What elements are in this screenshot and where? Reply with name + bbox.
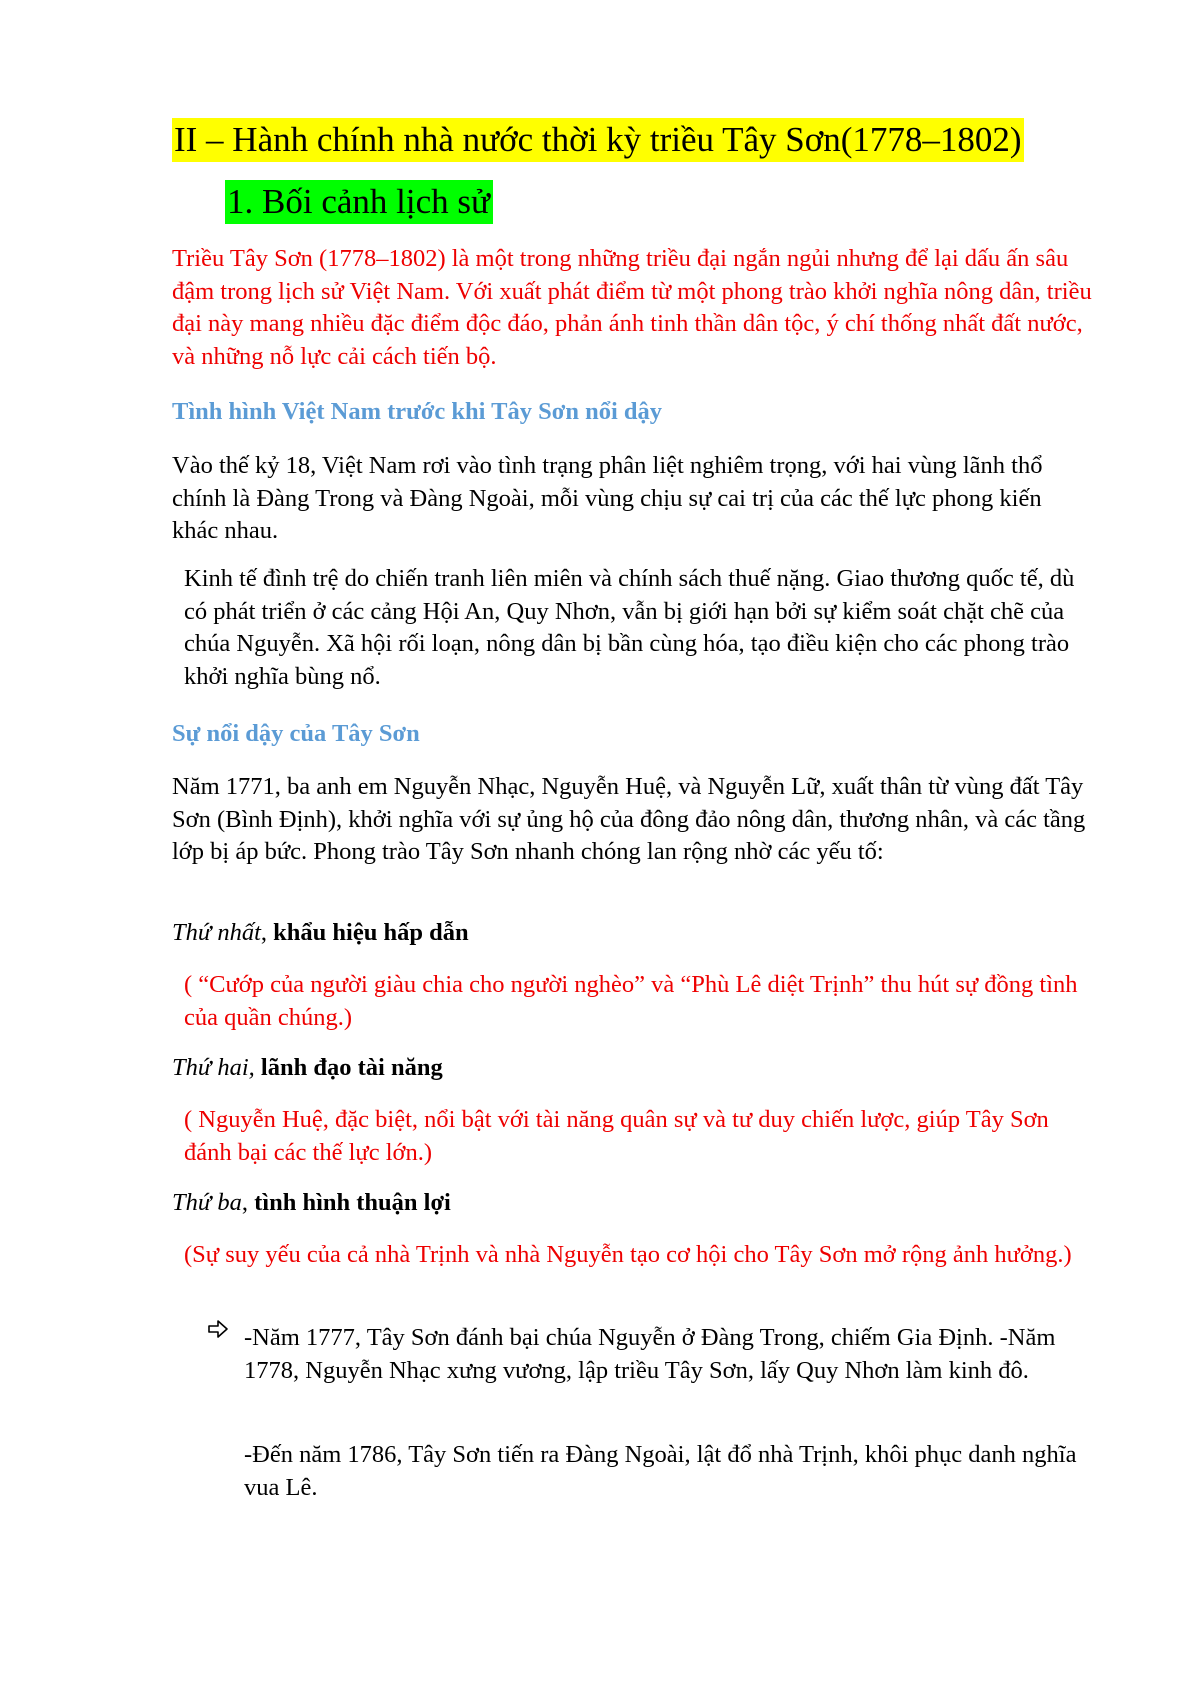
factor-2-label: Thứ hai, [172,1054,255,1081]
intro-paragraph: Triều Tây Sơn (1778–1802) là một trong những triều đại ngắn ngủi nhưng để lại dấu ấn sâu đậm trong lịch sử Việt Nam. Với xuất phát điểm từ một phong trào khởi nghĩa nông dân, triều đại này mang nhiều đặc điểm độc đáo, phản ánh tinh thần dân tộc, ý chí thống nhất đất nước, và những nỗ lực cải cách tiến bộ. [172,245,1092,370]
factor-2-line [172,1052,443,1084]
factor-3-detail: (Sự suy yếu của cả nhà Trịnh và nhà Nguyễn tạo cơ hội cho Tây Sơn mở rộng ảnh hưởng.) [184,1241,1072,1268]
factor-1-line: Thứ nhất, khẩu hiệu hấp dẫn [172,919,469,946]
heading-pre-uprising: Tình hình Việt Nam trước khi Tây Sơn nổi dậy [172,398,662,425]
factor-1-label: Thứ nhất [172,919,261,946]
event-1777-1778: -Năm 1777, Tây Sơn đánh bại chúa Nguyễn ở Đàng Trong, chiếm Gia Định. -Năm 1778, Nguyễn Nhạc xưng vương, lập triều Tây Sơn, lấy Quy Nhơn làm kinh đô. [244,1324,1056,1384]
event-1786: -Đến năm 1786, Tây Sơn tiến ra Đàng Ngoài, lật đổ nhà Trịnh, khôi phục danh nghĩa vua Lê. [244,1441,1077,1501]
factor-2-detail: ( Nguyễn Huệ, đặc biệt, nổi bật với tài năng quân sự và tư duy chiến lược, giúp Tây Sơn đánh bại các thế lực lớn.) [184,1106,1049,1166]
document-title: II – Hành chính nhà nước thời kỳ triều Tây Sơn(1778–1802) [172,118,1024,162]
paragraph-division: Vào thế kỷ 18, Việt Nam rơi vào tình trạng phân liệt nghiêm trọng, với hai vùng lãnh thổ chính là Đàng Trong và Đàng Ngoài, mỗi vùng chịu sự cai trị của các thế lực phong kiến khác nhau. [172,452,1043,544]
heading-uprising: Sự nổi dậy của Tây Sơn [172,720,420,747]
factor-2-title: lãnh đạo tài năng [260,1054,443,1081]
paragraph-uprising: Năm 1771, ba anh em Nguyễn Nhạc, Nguyễn Huệ, và Nguyễn Lữ, xuất thân từ vùng đất Tây Sơn (Bình Định), khởi nghĩa với sự ủng hộ của đông đảo nông dân, thương nhân, và các tầng lớp bị áp bức. Phong trào Tây Sơn nhanh chóng lan rộng nhờ các yếu tố: [172,773,1086,865]
section-title: 1. Bối cảnh lịch sử [225,180,493,224]
factor-3-title: tình hình thuận lợi [254,1189,451,1216]
paragraph-economy: Kinh tế đình trệ do chiến tranh liên miên và chính sách thuế nặng. Giao thương quốc tế, dù có phát triển ở các cảng Hội An, Quy Nhơn, vẫn bị giới hạn bởi sự kiểm soát chặt chẽ của chúa Nguyễn. Xã hội rối loạn, nông dân bị bần cùng hóa, tạo điều kiện cho các phong trào khởi nghĩa bùng nổ. [184,565,1075,690]
factor-1-detail: ( “Cướp của người giàu chia cho người nghèo” và “Phù Lê diệt Trịnh” thu hút sự đồng tình của quần chúng.) [184,971,1078,1031]
factor-3-line: Thứ ba, tình hình thuận lợi [172,1189,451,1216]
factor-3-label: Thứ ba [172,1189,242,1216]
factor-1-title: khẩu hiệu hấp dẫn [273,919,469,946]
arrow-right-outline-icon [207,1318,229,1340]
